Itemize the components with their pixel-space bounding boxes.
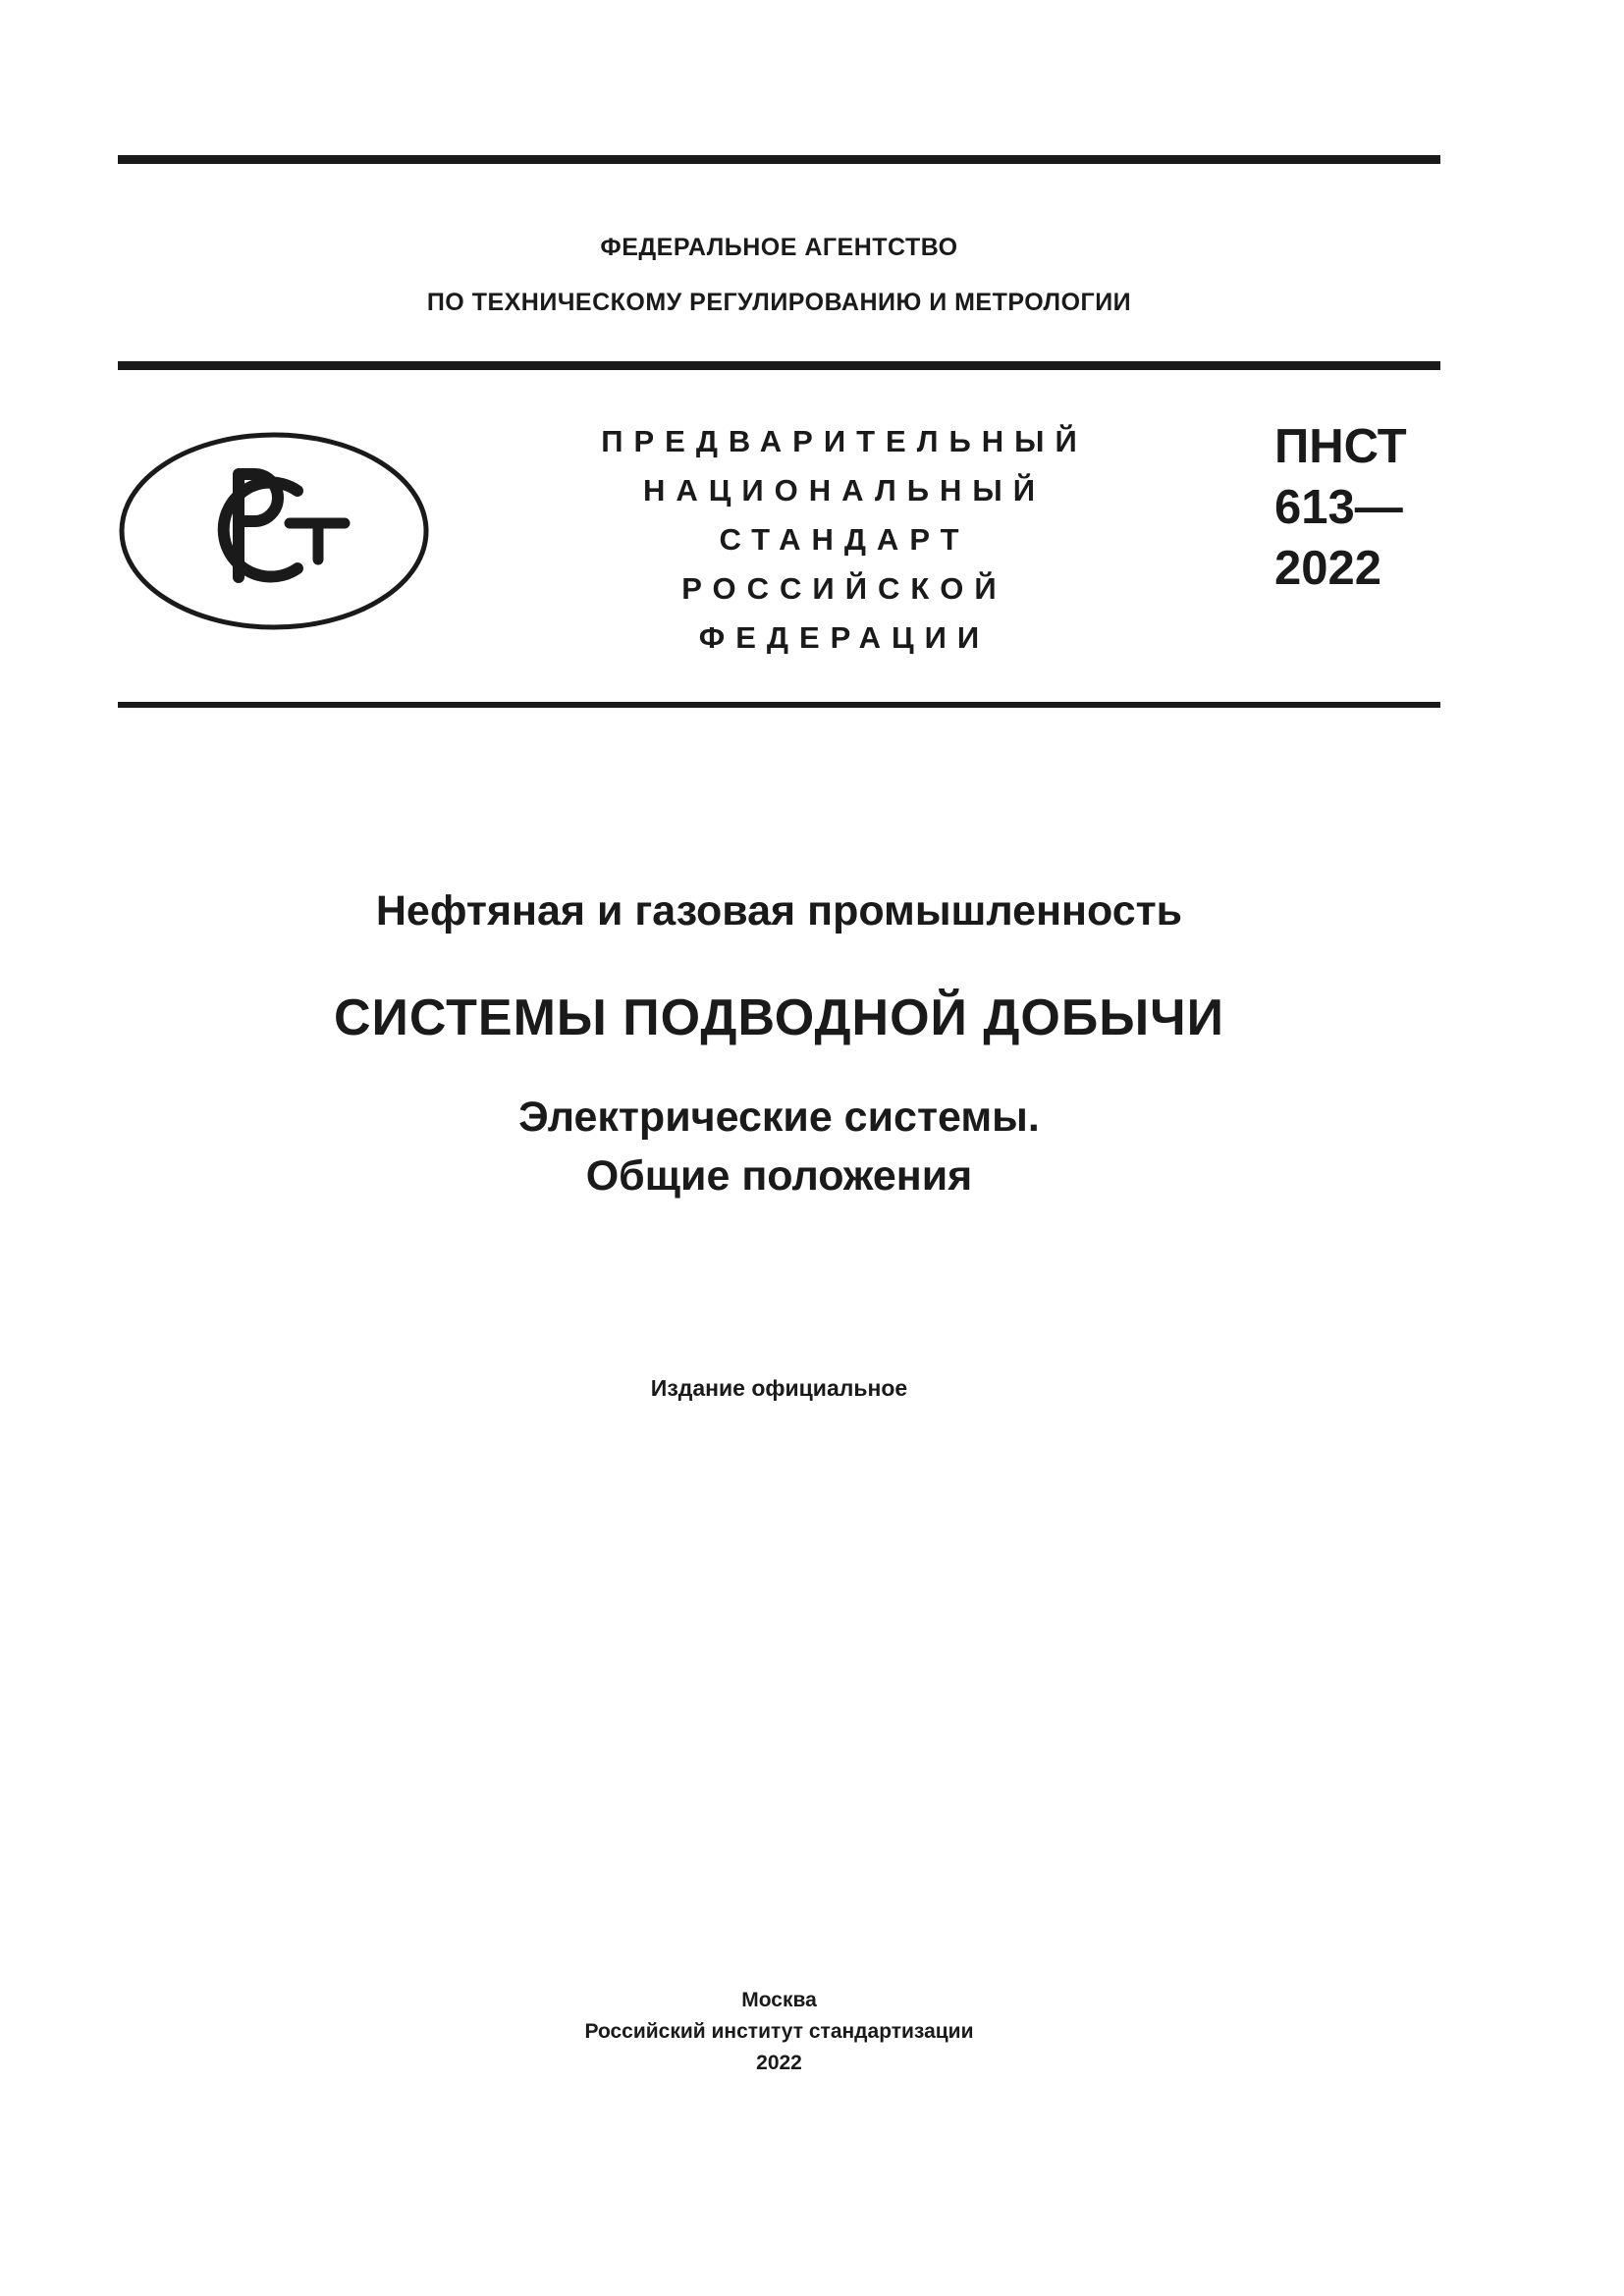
imprint-publisher: Российский институт стандартизации	[584, 2020, 974, 2043]
standard-type-line-3: СТАНДАРТ	[719, 522, 970, 557]
subtitle-line-2: Общие положения	[585, 1152, 973, 1200]
standard-number-year: 2022	[1274, 542, 1382, 595]
gost-r-logo-icon	[117, 430, 431, 632]
imprint-city: Москва	[741, 1989, 817, 2011]
standard-type-line-4: РОССИЙСКОЙ	[681, 571, 1007, 606]
edition-note: Издание официальное	[650, 1375, 908, 1401]
standard-number	[1274, 416, 1407, 599]
industry-title: Нефтяная и газовая промышленность	[375, 887, 1183, 934]
standard-type-line-1: ПРЕДВАРИТЕЛЬНЫЙ	[601, 424, 1088, 458]
imprint-year: 2022	[756, 2052, 802, 2074]
standard-number-value: 613—	[1274, 481, 1403, 534]
standard-number-prefix: ПНСТ	[1274, 420, 1407, 473]
subtitle	[118, 1088, 1440, 1205]
imprint	[118, 1985, 1440, 2079]
top-rule	[118, 155, 1440, 164]
agency-header	[118, 220, 1440, 330]
standard-type-line-2: НАЦИОНАЛЬНЫЙ	[642, 473, 1047, 507]
lower-rule	[118, 702, 1440, 708]
agency-line-1: ФЕДЕРАЛЬНОЕ АГЕНТСТВО	[600, 234, 958, 261]
standard-type-line-5: ФЕДЕРАЦИИ	[698, 620, 991, 655]
subtitle-line-1: Электрические системы.	[518, 1094, 1040, 1141]
middle-rule	[118, 361, 1440, 370]
main-title: СИСТЕМЫ ПОДВОДНОЙ ДОБЫЧИ	[333, 989, 1225, 1046]
agency-line-2: ПО ТЕХНИЧЕСКОМУ РЕГУЛИРОВАНИЮ И МЕТРОЛОГИИ	[426, 289, 1132, 316]
standard-type	[550, 417, 1139, 663]
